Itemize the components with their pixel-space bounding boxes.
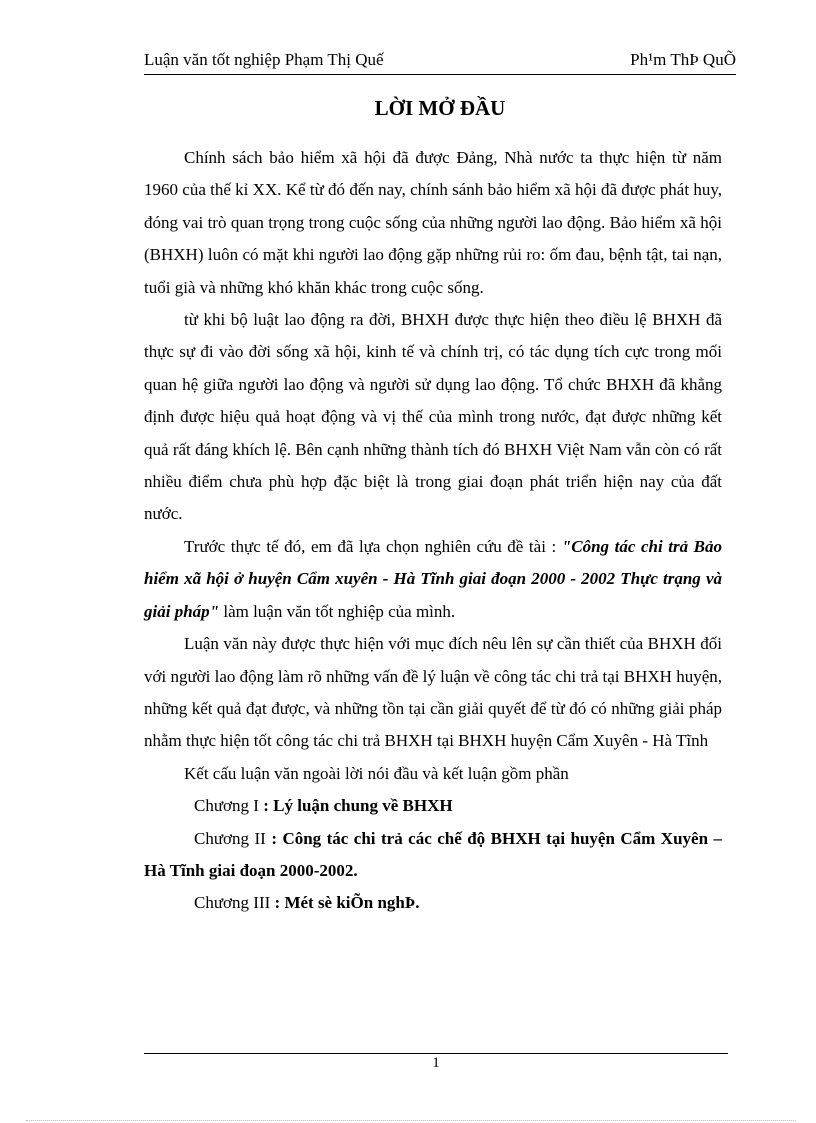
chapter-3-title: : Mét sè kiÕn nghÞ. <box>274 893 420 913</box>
chapter-3 <box>144 887 722 919</box>
document-title: LỜI MỞ ĐẦU <box>374 96 506 120</box>
paragraph-4: Luận văn này được thực hiện với mục đích nêu lên sự cần thiết của BHXH đối với người lao động làm rõ những vấn đề lý luận về công tác chi trả tại BHXH huyện, những kết quả đạt được, và những tồn tại cần giải quyết để từ đó có những giải pháp nhằm thực hiện tốt công tác chi trả BHXH tại BHXH huyện Cẩm Xuyên - Hà Tĩnh <box>144 634 722 751</box>
chapter-2 <box>144 823 722 888</box>
page-bottom-border <box>26 1120 796 1121</box>
paragraph-1: Chính sách bảo hiểm xã hội đã được Đảng, Nhà nước ta thực hiện từ năm 1960 của thế kỉ XX. Kể từ đó đến nay, chính sánh bảo hiểm xã hội đã được phát huy, đóng vai trò quan trọng trong cuộc sống của những người lao động. Bảo hiểm xã hội (BHXH) luôn có mặt khi người lao động gặp những rủi ro: ốm đau, bệnh tật, tai nạn, tuổi già và những khó khăn khác trong cuộc sống. <box>144 148 722 297</box>
paragraph-3-end: làm luận văn tốt nghiệp của mình. <box>219 601 456 621</box>
chapter-2-label: Chương II <box>194 828 266 848</box>
page-header <box>144 48 736 75</box>
chapter-1-label: Chương I <box>194 796 259 816</box>
chapter-1 <box>144 790 722 822</box>
paragraph-2: từ khi bộ luật lao động ra đời, BHXH được thực hiện theo điều lệ BHXH đã thực sự đi vào đời sống xã hội, kinh tế và chính trị, có tác dụng tích cực trong mối quan hệ giữa người lao động và người sử dụng lao động. Tổ chức BHXH đã khẳng định được hiệu quả hoạt động và vị thế của mình trong nước, đạt được những kết quả rất đáng khích lệ. Bên cạnh những thành tích đó BHXH Việt Nam vẫn còn có rất nhiều điểm chưa phù hợp đặc biệt là trong giai đoạn phát triển hiện nay của đất nước. <box>144 310 722 524</box>
paragraph-3 <box>144 531 722 628</box>
footer-divider <box>144 1053 728 1054</box>
chapter-1-title: : Lý luận chung về BHXH <box>263 796 453 816</box>
document-body <box>144 142 722 920</box>
thesis-topic: "Công tác chi trả Bảo hiểm xã hội ở huyện Cẩm xuyên - Hà Tĩnh giai đoạn 2000 - 2002 Thực trạng và giải pháp" <box>144 536 722 621</box>
header-left-text: Luận văn tốt nghiệp Phạm Thị Quế <box>144 50 384 69</box>
header-right-text: Ph¹m ThÞ QuÕ <box>630 50 736 69</box>
page-number: 1 <box>432 1055 440 1071</box>
paragraph-3-start: Trước thực tế đó, em đã lựa chọn nghiên cứu đề tài : <box>184 536 562 556</box>
paragraph-5: Kết cấu luận văn ngoài lời nói đầu và kết luận gồm phần <box>184 763 569 783</box>
chapter-3-label: Chương III <box>194 893 271 913</box>
chapter-2-title: : Công tác chi trả các chế độ BHXH tại huyện Cẩm Xuyên –Hà Tĩnh giai đoạn 2000-2002. <box>144 828 722 880</box>
